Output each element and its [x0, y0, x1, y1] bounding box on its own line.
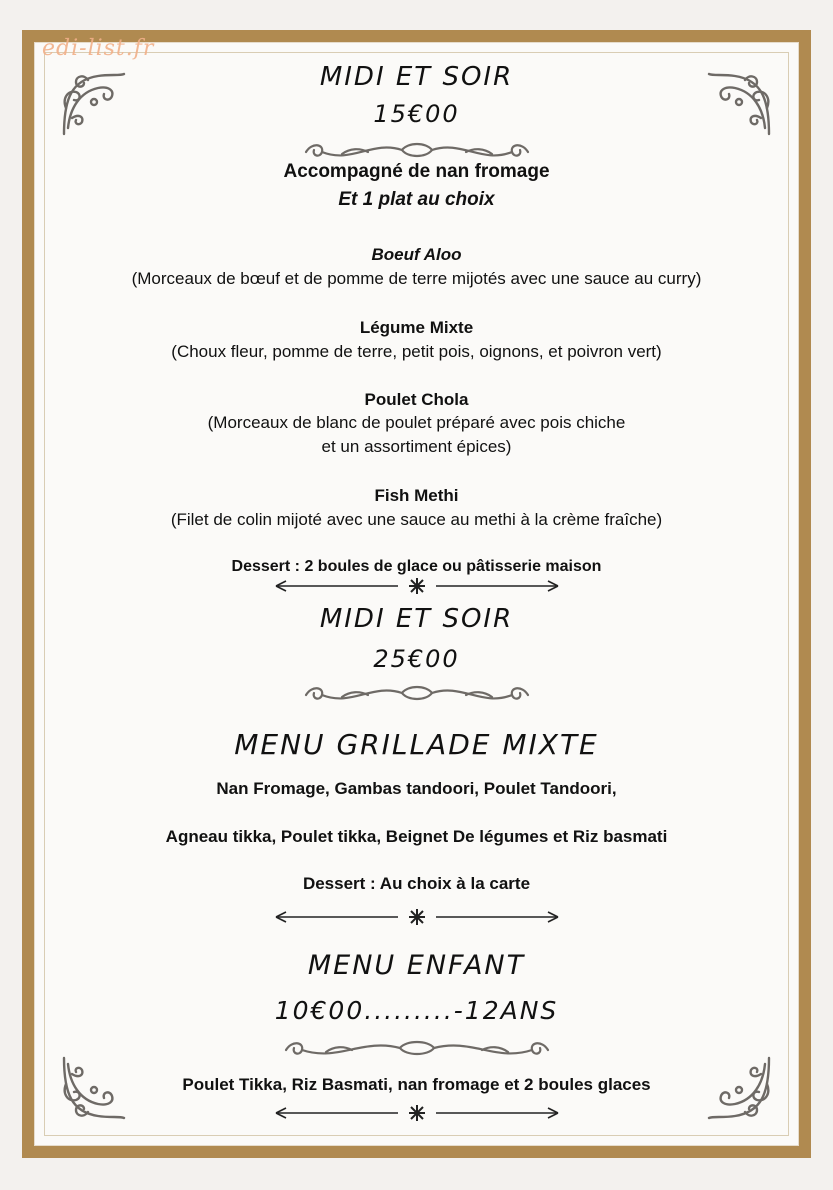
section1-intro-line1: Accompagné de nan fromage	[283, 161, 550, 182]
section2-line1: Nan Fromage, Gambas tandoori, Poulet Tandoori,	[216, 779, 617, 798]
section1-price: 15€00	[373, 100, 460, 128]
dish-name: Fish Methi	[374, 486, 459, 505]
flourish-divider-icon	[0, 681, 833, 712]
watermark: edi-list.fr	[42, 36, 155, 61]
section3-title: MENU ENFANT	[307, 950, 526, 981]
dish-description: (Morceaux de bœuf et de pomme de terre mijotés avec une sauce au curry)	[131, 269, 702, 288]
arrow-divider-icon	[0, 1104, 833, 1127]
arrow-divider-icon	[0, 577, 833, 600]
dish-name: Poulet Chola	[364, 390, 469, 409]
section3-price: 10€00.........-12ANS	[274, 996, 559, 1025]
section1-dessert: Dessert : 2 boules de glace ou pâtisserie maison	[231, 558, 602, 575]
section1-intro-line2: Et 1 plat au choix	[338, 189, 495, 210]
dish-description: (Morceaux de blanc de poulet préparé avec pois chiche	[207, 413, 626, 432]
flourish-divider-icon	[0, 1036, 833, 1067]
dish-description: (Choux fleur, pomme de terre, petit pois, oignons, et poivron vert)	[171, 342, 662, 361]
arrow-divider-icon	[0, 908, 833, 931]
section2-price: 25€00	[373, 645, 460, 673]
section2-dessert: Dessert : Au choix à la carte	[302, 874, 531, 893]
section2-menu-title: MENU GRILLADE MIXTE	[234, 728, 599, 761]
dish-name: Boeuf Aloo	[371, 245, 462, 264]
section2-title: MIDI ET SOIR	[319, 604, 514, 634]
dish-description: et un assortiment épices)	[321, 437, 512, 456]
section2-line2: Agneau tikka, Poulet tikka, Beignet De légumes et Riz basmati	[165, 827, 668, 846]
dish-description: (Filet de colin mijoté avec une sauce au methi à la crème fraîche)	[170, 510, 663, 529]
section1-title: MIDI ET SOIR	[319, 62, 514, 92]
dish-name: Légume Mixte	[359, 318, 474, 337]
section3-line: Poulet Tikka, Riz Basmati, nan fromage et 2 boules glaces	[182, 1075, 651, 1094]
